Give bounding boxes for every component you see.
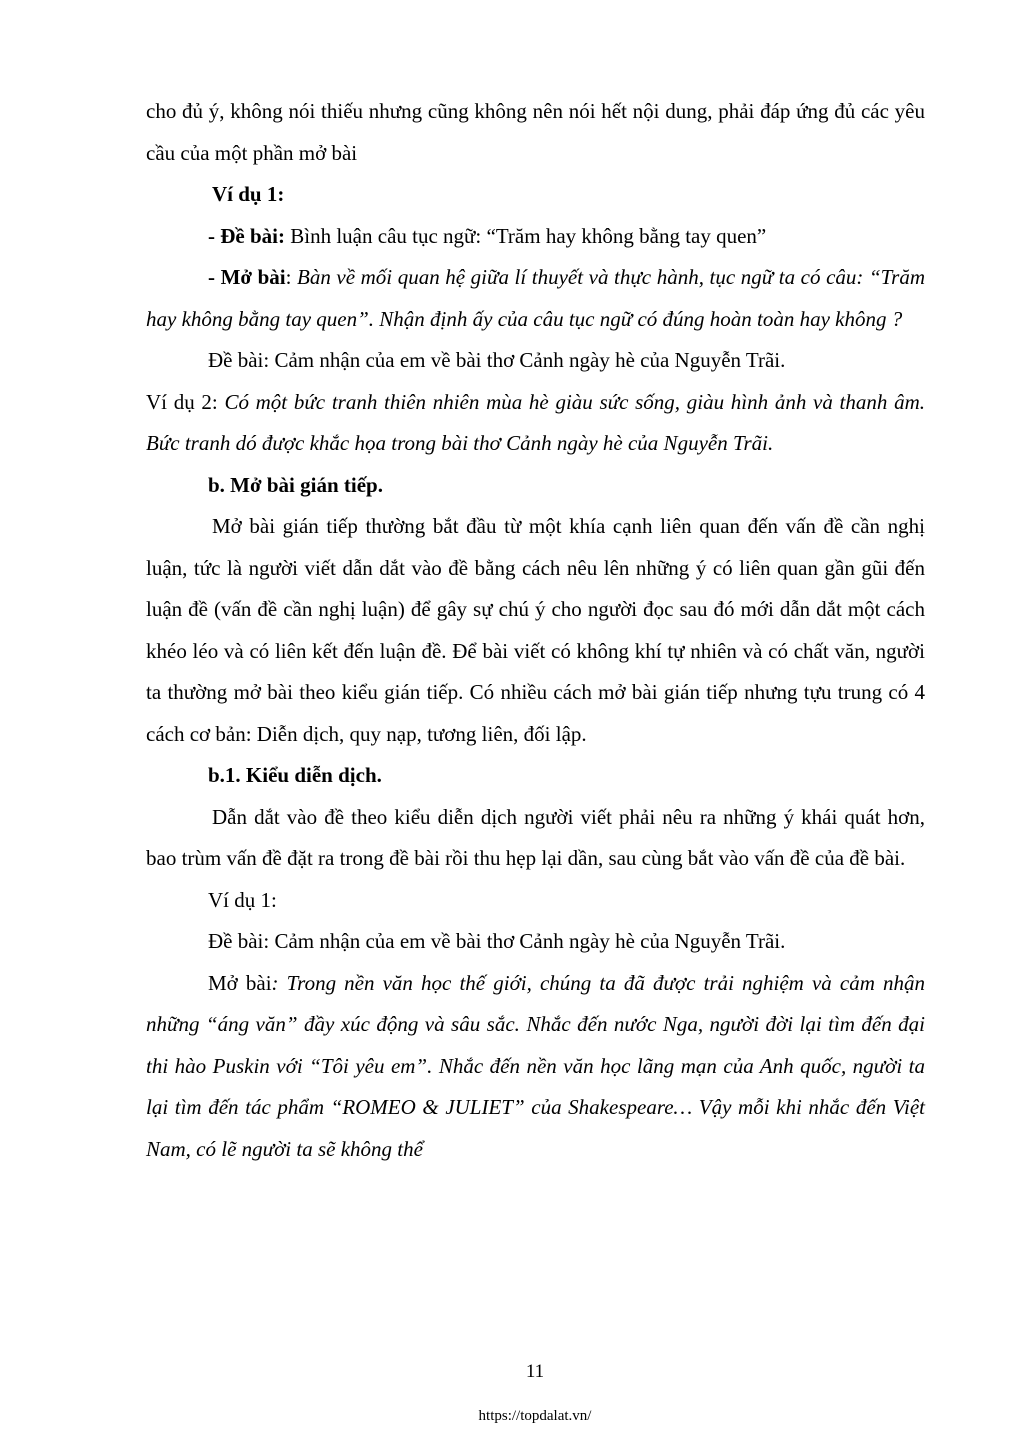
paragraph-continuation: cho đủ ý, không nói thiếu nhưng cũng không nên nói hết nội dung, phải đáp ứng đủ các yêu cầu của một phần mở bài <box>146 99 925 165</box>
paragraph-indirect-opening: Mở bài gián tiếp thường bắt đầu từ một khía cạnh liên quan đến vấn đề cần nghị luận, tức là người viết dẫn dắt vào đề bằng cách nêu lên những ý có liên quan gần gũi đến luận đề (vấn đề cần nghị luận) để gây sự chú ý cho người đọc sau đó mới dẫn dắt một cách khéo léo và có liên kết đến luận đề. Để bài viết có không khí tự nhiên và có chất văn, người ta thường mở bài theo kiểu gián tiếp. Có nhiều cách mở bài gián tiếp nhưng tựu trung có 4 cách cơ bản: Diễn dịch, quy nạp, tương liên, đối lập. <box>146 514 925 746</box>
page-number: 11 <box>525 1361 545 1382</box>
body-text <box>146 91 925 1170</box>
topic-1-text: Bình luận câu tục ngữ: “Trăm hay không bằng tay quen” <box>285 223 767 248</box>
heading-deductive: b.1. Kiểu diễn dịch. <box>208 763 382 787</box>
topic-1-label: - Đề bài: <box>208 223 285 248</box>
heading-indirect-opening: b. Mở bài gián tiếp. <box>208 472 383 497</box>
example-2 <box>146 382 925 465</box>
opening-3-text: : Trong nền văn học thế giới, chúng ta đã được trải nghiệm và cảm nhận những “áng văn” đầy xúc động và sâu sắc. Nhắc đến nước Nga, người đời lại tìm đến đại thi hào Puskin với “Tôi yêu em”. Nhắc đến nền văn học lãng mạn của Anh quốc, người ta lại tìm đến tác phẩm “ROMEO & JULIET” của Shakespeare… Vậy mỗi khi nhắc đến Việt Nam, có lẽ người ta sẽ không thể <box>146 970 925 1161</box>
opening-1-label: - Mở bài <box>208 265 286 289</box>
opening-3 <box>146 963 925 1171</box>
opening-3-label: Mở bài <box>208 970 272 995</box>
footer-url: https://topdalat.vn/ <box>478 1408 592 1424</box>
topic-2: Đề bài: Cảm nhận của em về bài thơ Cảnh ngày hè của Nguyễn Trãi. <box>208 348 786 372</box>
topic-3: Đề bài: Cảm nhận của em về bài thơ Cảnh ngày hè của Nguyễn Trãi. <box>208 929 786 953</box>
example-1-heading: Ví dụ 1: <box>212 182 285 206</box>
opening-1 <box>146 257 925 340</box>
paragraph-deductive: Dẫn dắt vào đề theo kiểu diễn dịch người viết phải nêu ra những ý khái quát hơn, bao trùm vấn đề đặt ra trong đề bài rồi thu hẹp lại dần, sau cùng bắt vào vấn đề của đề bài. <box>146 804 925 870</box>
example-1b-heading: Ví dụ 1: <box>208 887 277 912</box>
example-2-text: Có một bức tranh thiên nhiên mùa hè giàu sức sống, giàu hình ảnh và thanh âm. Bức tranh dó được khắc họa trong bài thơ Cảnh ngày hè của Nguyễn Trãi. <box>146 389 925 455</box>
opening-1-text: Bàn về mối quan hệ giữa lí thuyết và thực hành, tục ngữ ta có câu: “Trăm hay không bằng tay quen”. Nhận định ấy của câu tục ngữ có đúng hoàn toàn hay không ? <box>146 265 925 331</box>
example-2-label: Ví dụ 2: <box>146 389 225 414</box>
opening-1-colon: : <box>285 265 298 289</box>
topic-1 <box>146 216 925 258</box>
